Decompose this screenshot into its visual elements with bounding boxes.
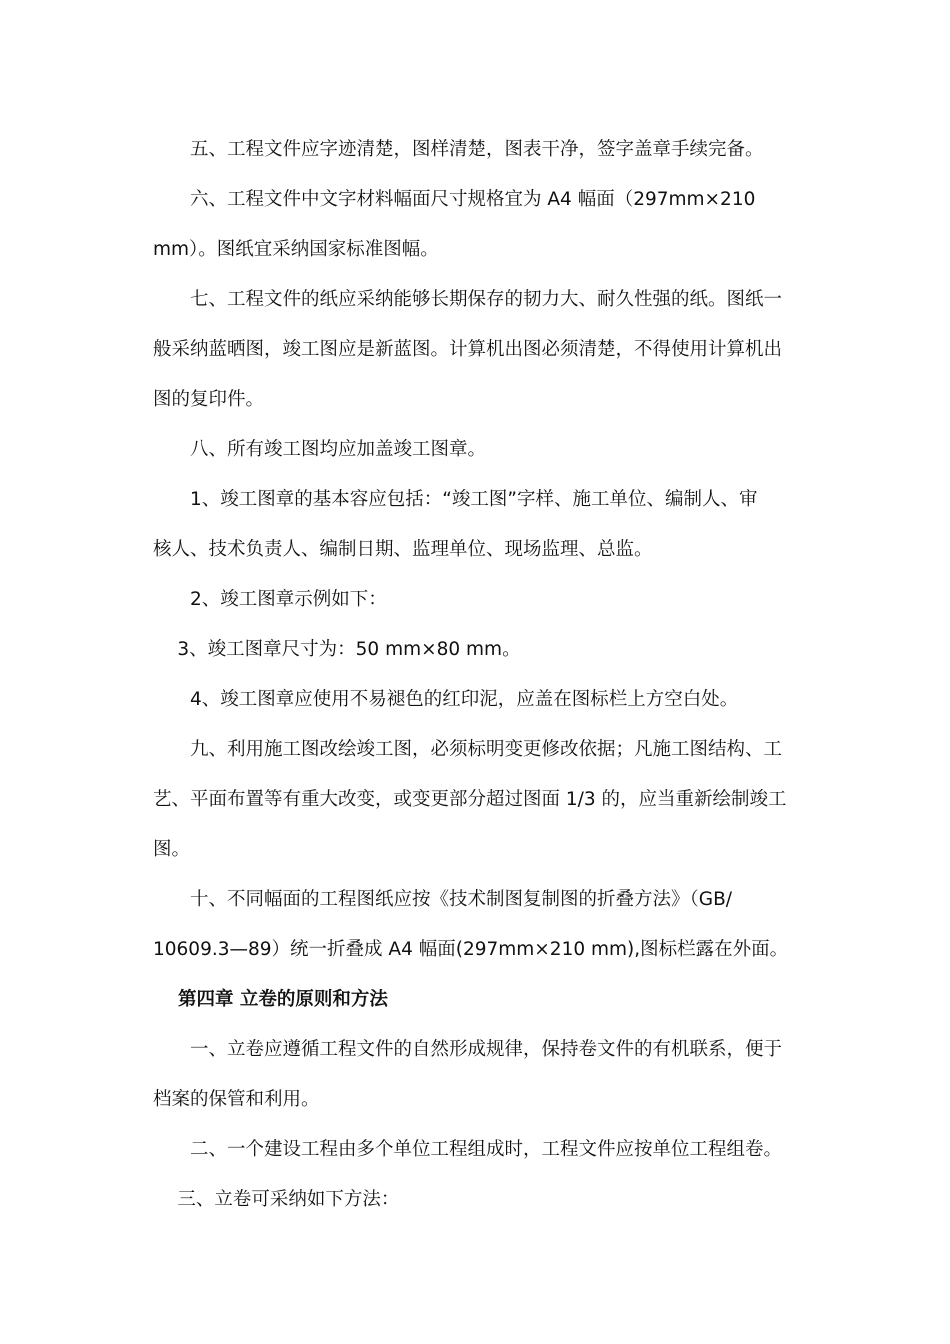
paragraph-line: 图的复印件。 bbox=[153, 389, 265, 410]
paragraph-line: 2、竣工图章示例如下： bbox=[153, 589, 387, 610]
paragraph-line: 艺、平面布置等有重大改变，或变更部分超过图面 1/3 的，应当重新绘制竣工 bbox=[153, 789, 787, 810]
chapter-heading: 第四章 立卷的原则和方法 bbox=[153, 989, 388, 1010]
paragraph-line: 4、竣工图章应使用不易褪色的红印泥，应盖在图标栏上方空白处。 bbox=[153, 689, 739, 710]
paragraph-line: 七、工程文件的纸应采纳能够长期保存的韧力大、耐久性强的纸。图纸一 bbox=[153, 289, 783, 310]
paragraph-line: 五、工程文件应字迹清楚，图样清楚，图表干净，签字盖章手续完备。 bbox=[153, 139, 764, 160]
paragraph-line: 图。 bbox=[153, 839, 191, 860]
paragraph-line: 1、竣工图章的基本容应包括：“竣工图”字样、施工单位、编制人、审 bbox=[153, 489, 758, 510]
paragraph-line: 二、一个建设工程由多个单位工程组成时，工程文件应按单位工程组卷。 bbox=[153, 1139, 783, 1160]
paragraph-line: 三、立卷可采纳如下方法： bbox=[153, 1189, 400, 1210]
paragraph-line: 十、不同幅面的工程图纸应按《技术制图复制图的折叠方法》（GB/ bbox=[153, 889, 733, 910]
paragraph-line: 一、立卷应遵循工程文件的自然形成规律，保持卷文件的有机联系，便于 bbox=[153, 1039, 783, 1060]
paragraph-line: 档案的保管和利用。 bbox=[153, 1089, 320, 1110]
paragraph-line: 核人、技术负责人、编制日期、监理单位、现场监理、总监。 bbox=[153, 539, 653, 560]
paragraph-line: 3、竣工图章尺寸为：50 mm×80 mm。 bbox=[153, 639, 521, 660]
paragraph-line: 八、所有竣工图均应加盖竣工图章。 bbox=[153, 439, 487, 460]
paragraph-line: 般采纳蓝晒图，竣工图应是新蓝图。计算机出图必须清楚，不得使用计算机出 bbox=[153, 339, 783, 360]
paragraph-line: mm）。图纸宜采纳国家标准图幅。 bbox=[153, 239, 439, 260]
paragraph-line: 九、利用施工图改绘竣工图，必须标明变更修改依据；凡施工图结构、工 bbox=[153, 739, 783, 760]
paragraph-line: 六、工程文件中文字材料幅面尺寸规格宜为 A4 幅面（297mm×210 bbox=[153, 189, 756, 210]
paragraph-line: 10609.3—89）统一折叠成 A4 幅面(297mm×210 mm),图标栏露在外面。 bbox=[153, 939, 789, 960]
